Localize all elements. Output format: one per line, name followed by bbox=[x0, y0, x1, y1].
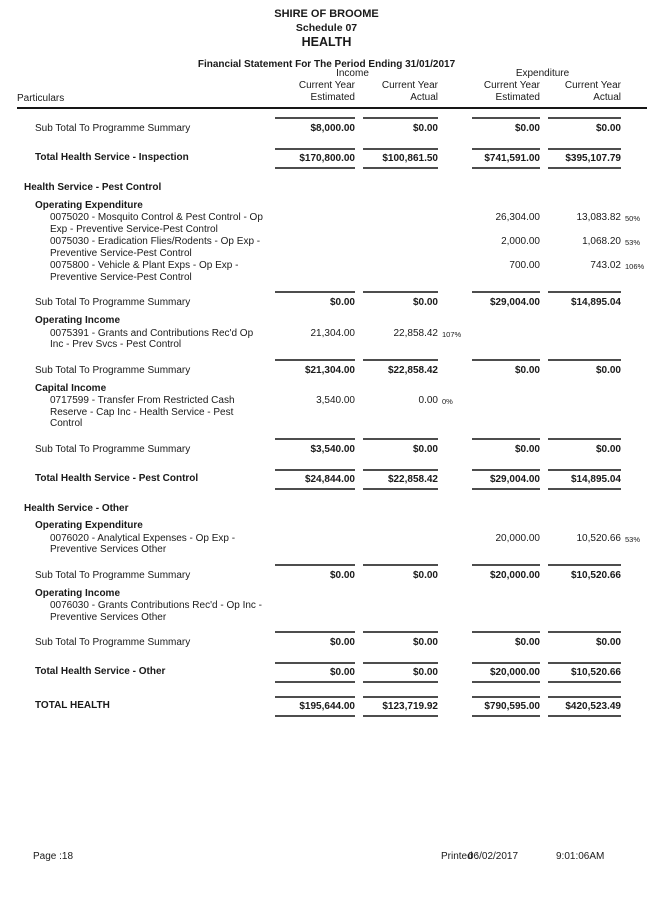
income-estimated-cell: $3,540.00 bbox=[267, 438, 355, 456]
expenditure-percent-cell bbox=[621, 395, 647, 430]
income-actual-cell: $123,719.92 bbox=[355, 696, 438, 717]
expenditure-actual-cell bbox=[540, 328, 621, 351]
row-label: Sub Total To Programme Summary bbox=[35, 364, 191, 376]
income-actual-cell bbox=[355, 236, 438, 259]
income-actual-cell: $0.00 bbox=[355, 291, 438, 309]
column-header-line2: Actual bbox=[410, 92, 438, 103]
row-label: Operating Income bbox=[35, 587, 121, 599]
income-estimated-cell: $21,304.00 bbox=[267, 359, 355, 377]
expenditure-estimated-cell: $20,000.00 bbox=[464, 564, 540, 582]
income-percent-cell bbox=[438, 533, 464, 556]
expenditure-actual-cell bbox=[540, 315, 621, 327]
table-row bbox=[17, 291, 647, 309]
income-estimated-cell: $8,000.00 bbox=[267, 117, 355, 135]
income-estimated-column-header bbox=[267, 80, 355, 104]
income-actual-cell: $0.00 bbox=[355, 117, 438, 135]
income-percent-cell bbox=[438, 315, 464, 327]
table-row bbox=[17, 315, 647, 327]
income-percent-cell bbox=[438, 200, 464, 212]
expenditure-percent-cell bbox=[621, 383, 647, 395]
table-row bbox=[17, 533, 647, 556]
column-header-line1: Current Year bbox=[381, 80, 438, 91]
column-header-line1: Current Year bbox=[298, 80, 355, 91]
expenditure-percent-cell bbox=[621, 438, 647, 456]
expenditure-actual-cell bbox=[540, 395, 621, 430]
expenditure-percent-cell bbox=[621, 520, 647, 532]
income-estimated-cell bbox=[267, 600, 355, 623]
expenditure-percent-cell bbox=[621, 631, 647, 649]
expenditure-actual-cell bbox=[540, 520, 621, 532]
expenditure-actual-cell: 743.02 bbox=[590, 260, 621, 271]
table-row bbox=[17, 588, 647, 600]
income-estimated-cell bbox=[267, 182, 355, 194]
expenditure-estimated-cell: $20,000.00 bbox=[464, 662, 540, 683]
programme-name: HEALTH bbox=[301, 35, 352, 49]
expenditure-estimated-cell: $0.00 bbox=[464, 359, 540, 377]
income-actual-cell: $22,858.42 bbox=[355, 469, 438, 490]
expenditure-estimated-cell: $0.00 bbox=[464, 117, 540, 135]
income-estimated-cell: $0.00 bbox=[267, 564, 355, 582]
income-percent-cell bbox=[438, 520, 464, 532]
expenditure-actual-cell: 10,520.66 bbox=[576, 532, 621, 544]
expenditure-actual-cell: $420,523.49 bbox=[540, 696, 621, 717]
expenditure-group-header: Expenditure bbox=[515, 68, 570, 79]
income-percent-cell bbox=[438, 359, 464, 377]
row-label: TOTAL HEALTH bbox=[35, 700, 110, 711]
expenditure-estimated-cell: $790,595.00 bbox=[464, 696, 540, 717]
expenditure-percent-cell: 53% bbox=[625, 534, 641, 544]
table-row bbox=[17, 383, 647, 395]
expenditure-estimated-cell bbox=[464, 315, 540, 327]
income-percent-cell bbox=[438, 182, 464, 194]
group-spacer bbox=[438, 68, 464, 80]
expenditure-estimated-cell bbox=[464, 395, 540, 430]
income-percent-cell bbox=[438, 236, 464, 259]
expenditure-estimated-cell bbox=[464, 588, 540, 600]
income-estimated-cell bbox=[267, 520, 355, 532]
expenditure-actual-cell: $10,520.66 bbox=[540, 564, 621, 582]
expenditure-estimated-cell: $0.00 bbox=[464, 631, 540, 649]
column-group-header-row bbox=[17, 68, 647, 80]
income-percent-cell bbox=[438, 291, 464, 309]
income-estimated-cell: $0.00 bbox=[267, 631, 355, 649]
table-row bbox=[17, 200, 647, 212]
table-row bbox=[17, 503, 647, 515]
row-label: 0075030 - Eradication Flies/Rodents - Op Exp - Preventive Service-Pest Control bbox=[50, 236, 261, 259]
expenditure-actual-cell: 1,068.20 bbox=[582, 236, 621, 247]
expenditure-actual-cell: $0.00 bbox=[540, 438, 621, 456]
income-actual-cell bbox=[355, 503, 438, 515]
expenditure-estimated-cell bbox=[464, 328, 540, 351]
row-label: Operating Income bbox=[35, 315, 121, 326]
income-actual-cell bbox=[355, 260, 438, 283]
group-spacer bbox=[621, 68, 647, 80]
expenditure-percent-cell bbox=[621, 696, 647, 717]
group-spacer bbox=[17, 68, 267, 80]
page-number: Page :18 bbox=[33, 851, 74, 862]
printed-date: 06/02/2017 bbox=[468, 851, 519, 862]
income-actual-cell bbox=[355, 383, 438, 395]
income-percent-cell bbox=[438, 117, 464, 135]
expenditure-estimated-cell bbox=[464, 520, 540, 532]
income-estimated-cell bbox=[267, 315, 355, 327]
expenditure-percent-cell bbox=[621, 117, 647, 135]
page-footer bbox=[0, 851, 653, 865]
table-row bbox=[17, 696, 647, 717]
expenditure-percent-cell bbox=[621, 564, 647, 582]
income-estimated-cell bbox=[267, 260, 355, 283]
expenditure-percent-cell bbox=[621, 469, 647, 490]
income-estimated-cell bbox=[267, 588, 355, 600]
expenditure-actual-cell: $14,895.04 bbox=[540, 291, 621, 309]
statement-title: Financial Statement For The Period Ending 31/01/2017 bbox=[197, 59, 456, 70]
income-percent-cell bbox=[438, 600, 464, 623]
expenditure-percent-cell: 53% bbox=[625, 238, 641, 247]
header-rule bbox=[17, 107, 647, 109]
expenditure-actual-cell: $0.00 bbox=[540, 359, 621, 377]
expenditure-percent-cell bbox=[621, 662, 647, 683]
income-estimated-cell bbox=[267, 533, 355, 556]
expenditure-percent-cell bbox=[621, 200, 647, 212]
table-row bbox=[17, 469, 647, 490]
income-estimated-cell: 21,304.00 bbox=[310, 327, 355, 339]
income-actual-cell: $0.00 bbox=[355, 438, 438, 456]
income-percent-cell bbox=[438, 212, 464, 235]
income-estimated-cell bbox=[267, 212, 355, 235]
table-row bbox=[17, 148, 647, 169]
expenditure-actual-cell: $14,895.04 bbox=[540, 469, 621, 490]
income-actual-column-header bbox=[355, 80, 438, 104]
expenditure-percent-cell bbox=[621, 148, 647, 169]
expenditure-percent-cell: 106% bbox=[625, 262, 645, 271]
income-actual-cell bbox=[355, 533, 438, 556]
expenditure-actual-cell bbox=[540, 383, 621, 395]
table-row bbox=[17, 438, 647, 456]
income-actual-cell: $0.00 bbox=[355, 631, 438, 649]
schedule-number: Schedule 07 bbox=[295, 22, 358, 34]
expenditure-estimated-cell bbox=[464, 600, 540, 623]
income-percent-cell bbox=[438, 438, 464, 456]
row-label: Sub Total To Programme Summary bbox=[35, 569, 191, 581]
income-percent-cell bbox=[438, 148, 464, 169]
income-actual-cell: $22,858.42 bbox=[355, 359, 438, 377]
income-actual-cell: $100,861.50 bbox=[355, 148, 438, 169]
table-row bbox=[17, 212, 647, 235]
income-actual-cell bbox=[355, 315, 438, 327]
expenditure-percent-cell: 50% bbox=[625, 214, 641, 223]
expenditure-actual-cell bbox=[540, 600, 621, 623]
row-label: Sub Total To Programme Summary bbox=[35, 297, 191, 308]
expenditure-estimated-cell bbox=[464, 182, 540, 194]
income-group-header: Income bbox=[336, 68, 369, 79]
income-actual-cell bbox=[355, 212, 438, 235]
income-percent-cell bbox=[438, 696, 464, 717]
income-actual-cell bbox=[355, 182, 438, 194]
expenditure-percent-cell bbox=[621, 600, 647, 623]
income-percent-cell bbox=[438, 662, 464, 683]
row-label: 0076030 - Grants Contributions Rec'd - Op Inc - Preventive Services Other bbox=[50, 600, 263, 623]
table-row bbox=[17, 600, 647, 623]
row-label: 0076020 - Analytical Expenses - Op Exp - Preventive Services Other bbox=[50, 532, 236, 555]
row-label: Capital Income bbox=[35, 382, 107, 394]
expenditure-estimated-cell bbox=[464, 503, 540, 515]
income-actual-cell: 22,858.42 bbox=[393, 327, 438, 339]
expenditure-percent-cell bbox=[621, 182, 647, 194]
table-row bbox=[17, 182, 647, 194]
pct-column-spacer bbox=[621, 80, 647, 104]
expenditure-percent-cell bbox=[621, 315, 647, 327]
row-label: 0717599 - Transfer From Restricted Cash Reserve - Cap Inc - Health Service - Pest Control bbox=[50, 395, 235, 429]
expenditure-estimated-cell: $29,004.00 bbox=[464, 469, 540, 490]
income-actual-cell bbox=[355, 600, 438, 623]
income-percent-cell bbox=[438, 260, 464, 283]
table-row bbox=[17, 117, 647, 135]
printed-time: 9:01:06AM bbox=[556, 851, 605, 862]
income-estimated-cell bbox=[267, 200, 355, 212]
organisation-name: SHIRE OF BROOME bbox=[274, 8, 379, 20]
expenditure-estimated-cell: $741,591.00 bbox=[464, 148, 540, 169]
column-header-line2: Actual bbox=[593, 92, 621, 103]
income-percent-cell bbox=[438, 588, 464, 600]
expenditure-actual-cell: $0.00 bbox=[540, 631, 621, 649]
expenditure-actual-cell: $10,520.66 bbox=[540, 662, 621, 683]
printed-label: Printed : bbox=[441, 851, 479, 862]
expenditure-estimated-cell: 26,304.00 bbox=[495, 212, 540, 223]
income-estimated-cell: 3,540.00 bbox=[316, 395, 355, 406]
row-label: Sub Total To Programme Summary bbox=[35, 443, 191, 455]
income-actual-cell: 0.00 bbox=[418, 395, 438, 406]
row-label: Operating Expenditure bbox=[35, 199, 143, 211]
column-header-line1: Current Year bbox=[483, 80, 540, 91]
column-header-line1: Current Year bbox=[564, 80, 621, 91]
table-row bbox=[17, 260, 647, 283]
income-estimated-cell bbox=[267, 383, 355, 395]
income-estimated-cell bbox=[267, 236, 355, 259]
income-estimated-cell: $24,844.00 bbox=[267, 469, 355, 490]
pct-column-spacer bbox=[438, 80, 464, 104]
expenditure-percent-cell bbox=[621, 359, 647, 377]
income-percent-cell: 0% bbox=[442, 397, 453, 406]
expenditure-percent-cell bbox=[621, 588, 647, 600]
row-label: Total Health Service - Pest Control bbox=[35, 472, 199, 484]
row-label: Operating Expenditure bbox=[35, 520, 143, 531]
financial-table bbox=[17, 68, 647, 717]
income-percent-cell: 107% bbox=[442, 329, 462, 339]
row-label: 0075020 - Mosquito Control & Pest Control - Op Exp - Preventive Service-Pest Control bbox=[50, 212, 263, 235]
income-estimated-cell: $195,644.00 bbox=[267, 696, 355, 717]
income-estimated-cell: $0.00 bbox=[267, 662, 355, 683]
income-percent-cell bbox=[438, 503, 464, 515]
row-label: Health Service - Pest Control bbox=[24, 182, 162, 193]
row-label: Sub Total To Programme Summary bbox=[35, 123, 191, 134]
expenditure-actual-cell: $395,107.79 bbox=[540, 148, 621, 169]
expenditure-actual-cell bbox=[540, 503, 621, 515]
column-header-row bbox=[17, 80, 647, 104]
expenditure-estimated-cell: 20,000.00 bbox=[495, 532, 540, 544]
expenditure-actual-cell: 13,083.82 bbox=[576, 212, 621, 223]
row-label: 0075800 - Vehicle & Plant Exps - Op Exp - Preventive Service-Pest Control bbox=[50, 260, 239, 283]
income-estimated-cell bbox=[267, 503, 355, 515]
expenditure-estimated-cell: 700.00 bbox=[509, 260, 540, 271]
income-percent-cell bbox=[438, 383, 464, 395]
expenditure-actual-cell bbox=[540, 182, 621, 194]
expenditure-estimated-cell: $29,004.00 bbox=[464, 291, 540, 309]
table-row bbox=[17, 359, 647, 377]
expenditure-percent-cell bbox=[621, 328, 647, 351]
expenditure-actual-cell bbox=[540, 200, 621, 212]
report-titles bbox=[0, 0, 653, 71]
row-label: Total Health Service - Inspection bbox=[35, 152, 189, 163]
table-row bbox=[17, 236, 647, 259]
income-actual-cell bbox=[355, 520, 438, 532]
expenditure-actual-cell bbox=[540, 588, 621, 600]
table-body bbox=[17, 117, 647, 717]
expenditure-estimated-cell bbox=[464, 383, 540, 395]
table-row bbox=[17, 395, 647, 430]
income-estimated-cell: $170,800.00 bbox=[267, 148, 355, 169]
expenditure-estimated-cell: $0.00 bbox=[464, 438, 540, 456]
income-percent-cell bbox=[438, 469, 464, 490]
table-row bbox=[17, 520, 647, 532]
row-label: Sub Total To Programme Summary bbox=[35, 637, 191, 648]
income-estimated-cell: $0.00 bbox=[267, 291, 355, 309]
expenditure-estimated-column-header bbox=[464, 80, 540, 104]
table-row bbox=[17, 631, 647, 649]
row-label: 0075391 - Grants and Contributions Rec'd Op Inc - Prev Svcs - Pest Control bbox=[50, 327, 254, 350]
column-header-line2: Estimated bbox=[310, 92, 355, 103]
expenditure-estimated-cell bbox=[464, 200, 540, 212]
table-row bbox=[17, 564, 647, 582]
income-percent-cell bbox=[438, 564, 464, 582]
income-actual-cell: $0.00 bbox=[355, 662, 438, 683]
table-row bbox=[17, 328, 647, 351]
table-row bbox=[17, 662, 647, 683]
column-header-line2: Estimated bbox=[495, 92, 540, 103]
expenditure-actual-column-header bbox=[540, 80, 621, 104]
particulars-column-header: Particulars bbox=[17, 93, 65, 104]
row-label: Health Service - Other bbox=[24, 502, 129, 514]
income-percent-cell bbox=[438, 631, 464, 649]
expenditure-estimated-cell: 2,000.00 bbox=[501, 236, 540, 247]
income-actual-cell bbox=[355, 200, 438, 212]
expenditure-percent-cell bbox=[621, 503, 647, 515]
expenditure-actual-cell: $0.00 bbox=[540, 117, 621, 135]
income-actual-cell bbox=[355, 588, 438, 600]
expenditure-percent-cell bbox=[621, 291, 647, 309]
row-label: Total Health Service - Other bbox=[35, 666, 166, 677]
income-actual-cell: $0.00 bbox=[355, 564, 438, 582]
